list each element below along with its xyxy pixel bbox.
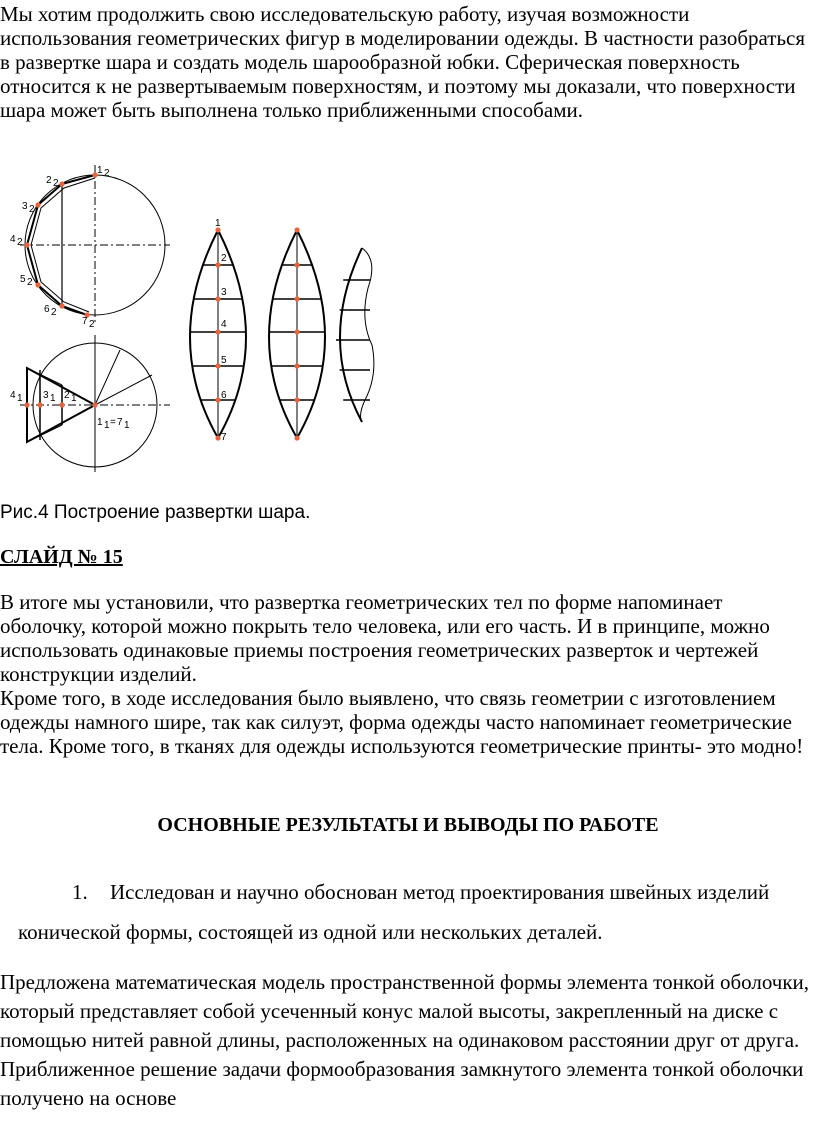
svg-text:1: 1 <box>71 393 77 404</box>
gore-point <box>294 227 299 232</box>
gore-point <box>215 435 220 440</box>
sphere-development-figure <box>0 160 400 480</box>
gore-point <box>294 363 299 368</box>
top-label-4: 4 <box>10 234 16 245</box>
circle-point <box>35 202 40 207</box>
svg-text:1: 1 <box>50 393 56 404</box>
svg-text:1: 1 <box>104 420 110 431</box>
gore-point <box>215 329 220 334</box>
bottom-label-4: 4 <box>10 390 16 401</box>
circle-point <box>59 402 64 407</box>
gore-label-1: 1 <box>215 218 221 229</box>
svg-text:2: 2 <box>17 237 23 248</box>
gore-label-7: 7 <box>221 432 227 443</box>
gore-label-2: 2 <box>221 253 227 264</box>
gore-point <box>215 296 220 301</box>
top-label-5: 5 <box>20 274 26 285</box>
circle-point <box>59 303 64 308</box>
svg-text:1: 1 <box>124 420 130 431</box>
svg-text:2: 2 <box>51 307 57 318</box>
gore-point <box>294 435 299 440</box>
circle-point <box>37 402 42 407</box>
list-number: 1. <box>72 880 88 904</box>
svg-text:=: = <box>110 417 116 428</box>
top-label-7: 7 <box>82 316 88 327</box>
gore-point <box>215 262 220 267</box>
bottom-label-1: 1 <box>97 417 103 428</box>
gore-label-5: 5 <box>221 355 227 366</box>
paragraph-4: Предложена математическая модель пространственной формы элемента тонкой оболочки, который представляет собой усеченный конус малой высоты, закрепленный на диске с помощью нитей равной длины, расположенных на одинаковом расстоянии друг от друга. Приближенное решение задачи формообразования замкнутого элемента тонкой оболочки получено на основе <box>0 970 810 1110</box>
section-heading: ОСНОВНЫЕ РЕЗУЛЬТАТЫ И ВЫВОДЫ ПО РАБОТЕ <box>157 814 659 836</box>
gore-label-6: 6 <box>221 390 227 401</box>
gore-point <box>215 363 220 368</box>
list-item-1 <box>72 880 769 905</box>
circle-point <box>35 282 40 287</box>
svg-text:2: 2 <box>27 277 33 288</box>
gore-3-partial <box>340 248 362 422</box>
svg-text:1: 1 <box>17 393 23 404</box>
bottom-label-3: 3 <box>43 390 49 401</box>
gore-label-4: 4 <box>221 319 227 330</box>
intro-paragraph: Мы хотим продолжить свою исследовательскую работу, изучая возможности использования геометрических фигур в моделировании одежды. В частности разобраться в развертке шара и создать модель шарообразной юбки. Сферическая поверхность относится к не развертываемым поверхностям, и поэтому мы доказали, что поверхности шара может быть выполнена только приближенными способами. <box>0 2 806 122</box>
svg-text:2: 2 <box>89 319 95 330</box>
list-item-text: Исследован и научно обоснован метод проектирования швейных изделий <box>110 880 770 904</box>
svg-text:2: 2 <box>104 168 110 179</box>
gore-point <box>294 329 299 334</box>
gore-label-3: 3 <box>221 287 227 298</box>
bottom-label-7: 7 <box>117 417 123 428</box>
circle-point <box>24 402 29 407</box>
gore-point <box>294 397 299 402</box>
slide-title: СЛАЙД № 15 <box>0 546 123 568</box>
top-label-1: 1 <box>97 165 103 176</box>
figure-caption: Рис.4 Построение развертки шара. <box>0 502 311 523</box>
svg-text:2: 2 <box>53 178 59 189</box>
list-item-continuation: конической формы, состоящей из одной или нескольких деталей. <box>18 920 603 944</box>
gore-point <box>215 397 220 402</box>
circle-point <box>24 242 29 247</box>
paragraph-3: Кроме того, в ходе исследования было выявлено, что связь геометрии с изготовлением одежды намного шире, так как силуэт, форма одежды часто напоминает геометрические тела. Кроме того, в тканях для одежды используются геометрические принты- это модно! <box>0 686 804 758</box>
bottom-label-2: 2 <box>64 390 70 401</box>
svg-text:2: 2 <box>29 204 35 215</box>
top-label-2: 2 <box>46 175 52 186</box>
gore-point <box>294 262 299 267</box>
top-label-6: 6 <box>44 304 50 315</box>
paragraph-2: В итоге мы установили, что развертка геометрических тел по форме напоминает оболочку, которой можно покрыть тело человека, или его часть. И в принципе, можно использовать одинаковые приемы построения геометрических разверток и чертежей конструкции изделий. <box>0 590 770 686</box>
top-label-3: 3 <box>22 201 28 212</box>
circle-point <box>59 181 64 186</box>
circle-point <box>92 402 97 407</box>
gore-point <box>294 296 299 301</box>
